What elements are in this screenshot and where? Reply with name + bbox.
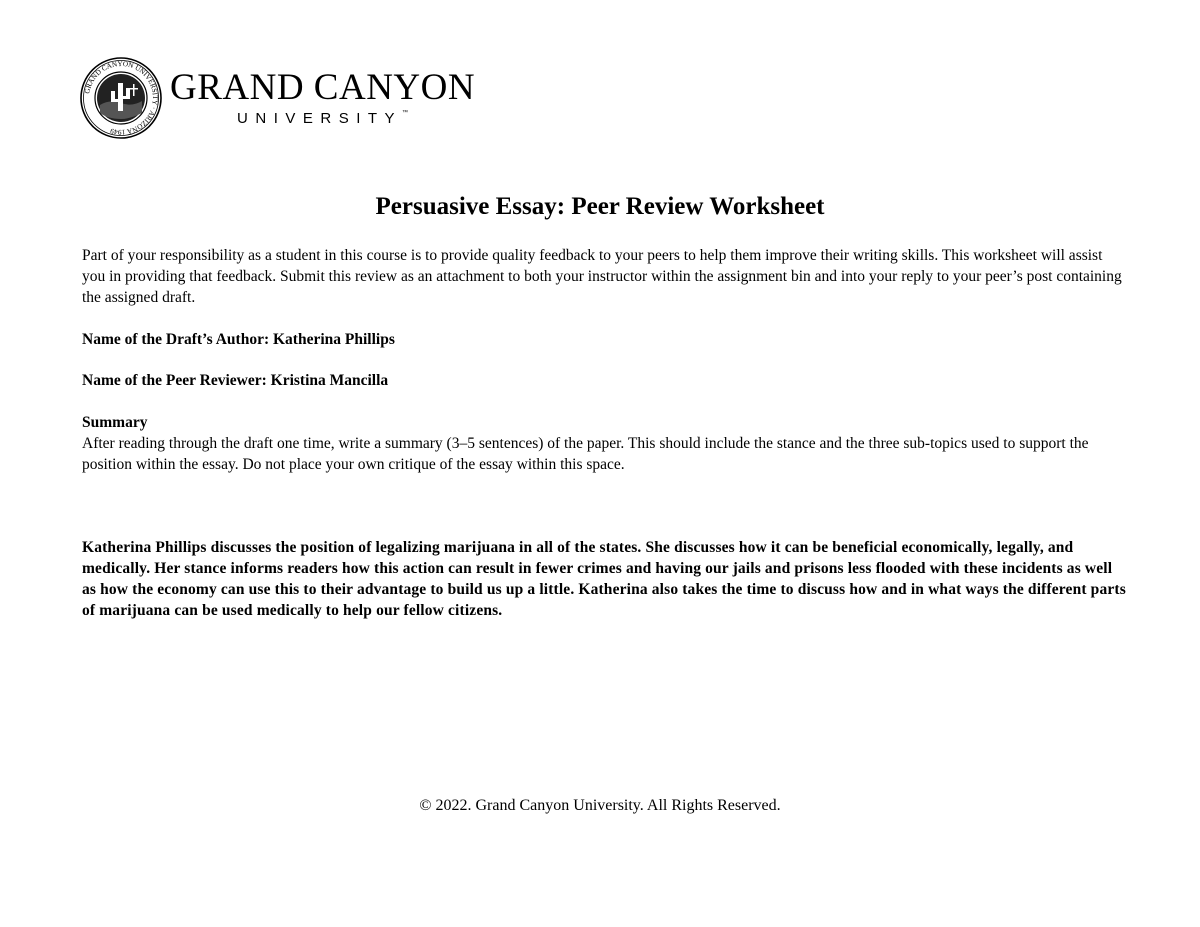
- summary-heading: Summary: [82, 414, 148, 431]
- university-seal-icon: [80, 57, 162, 139]
- intro-paragraph: Part of your responsibility as a student in this course is to provide quality feedback to your peers to help them improve their writing skills. This worksheet will assist you in providing that feedback. Submit this review as an attachment to both your instructor within the assignment bin and into your reply to your peer’s post containing the assigned draft.: [82, 247, 1122, 306]
- summary-response: Katherina Phillips discusses the position of legalizing marijuana in all of the states. She discusses how it can be beneficial economically, legally, and medically. Her stance informs readers how this action can result in fewer crimes and having our jails and prisons less flooded with these incidents as well as how the economy can use this to their advantage to build us up a little. Katherina also takes the time to discuss how and in what ways the different parts of marijuana can be used medically to help our fellow citizens.: [82, 539, 1126, 619]
- author-name-line: Name of the Draft’s Author: Katherina Phillips: [82, 331, 395, 348]
- summary-instructions: After reading through the draft one time, write a summary (3–5 sentences) of the paper. This should include the stance and the three sub-topics used to support the position within the essay. Do not place your own critique of the essay within this space.: [82, 435, 1089, 473]
- wordmark-subtitle: UNIVERSITY™: [237, 110, 409, 127]
- university-wordmark: [170, 69, 475, 127]
- wordmark-name: GRAND CANYON: [170, 67, 476, 108]
- page-title: Persuasive Essay: Peer Review Worksheet: [375, 193, 825, 220]
- university-logo: [80, 56, 475, 140]
- reviewer-name-line: Name of the Peer Reviewer: Kristina Mancilla: [82, 372, 389, 389]
- copyright-footer: © 2022. Grand Canyon University. All Rights Reserved.: [419, 797, 781, 814]
- svg-text:GRAND CANYON UNIVERSITY · ARIZ: GRAND CANYON UNIVERSITY · ARIZONA 1949: [83, 59, 160, 137]
